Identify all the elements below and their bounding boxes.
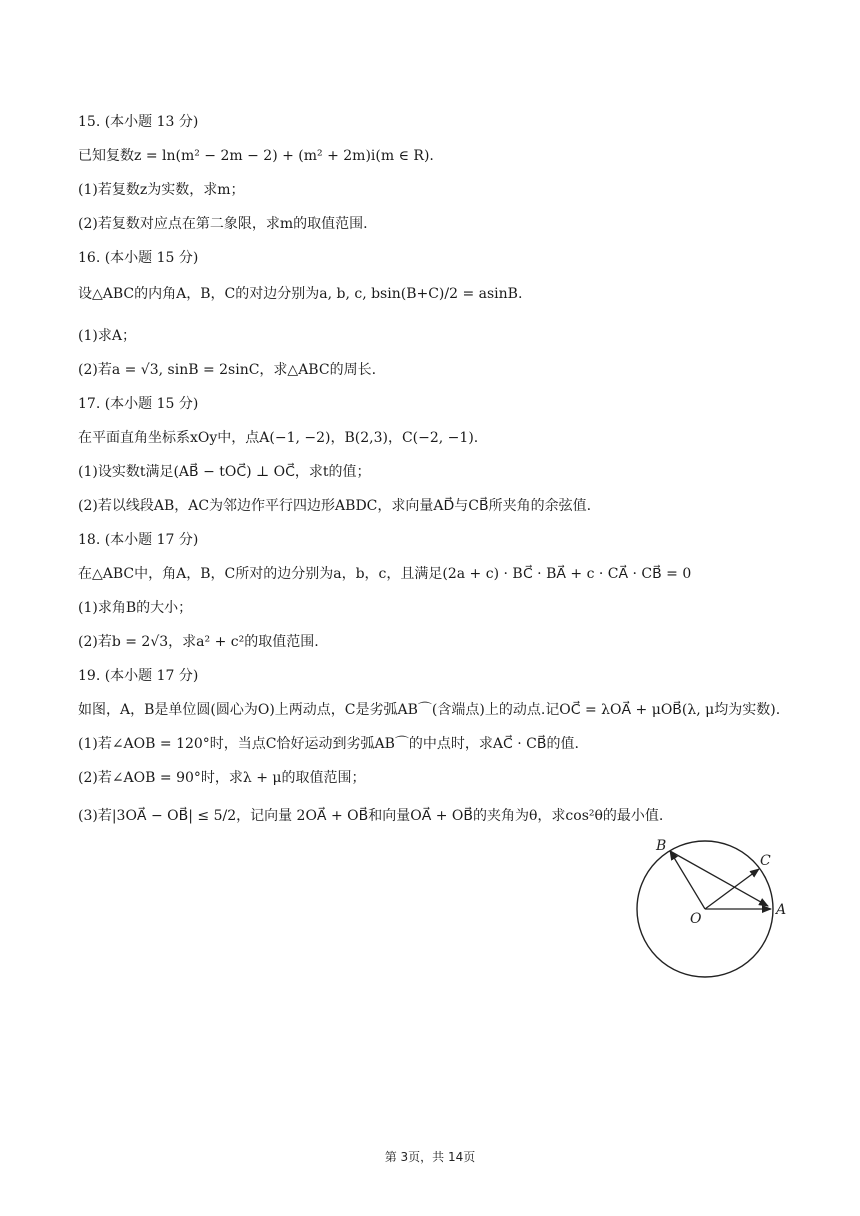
unit-circle-figure	[622, 830, 802, 990]
label-c: C	[760, 853, 771, 869]
q17-stem: 在平面直角坐标系xOy中，点A(−1, −2)，B(2,3)，C(−2, −1).	[78, 430, 479, 446]
q15-part2: (2)若复数对应点在第二象限，求m的取值范围.	[78, 216, 368, 232]
q19-part1: (1)若∠AOB = 120°时，当点C恰好运动到劣弧AB⌒的中点时，求AC⃗ · CB⃗的值.	[78, 736, 579, 752]
page-footer: 第 3页，共 14页	[384, 1150, 476, 1164]
label-b: B	[656, 838, 667, 854]
q19-header: 19. (本小题 17 分)	[78, 668, 199, 684]
q15-header: 15. (本小题 13 分)	[78, 114, 199, 130]
q16-header: 16. (本小题 15 分)	[78, 250, 199, 266]
q15-part1: (1)若复数z为实数，求m；	[78, 182, 245, 198]
q18-part1: (1)求角B的大小；	[78, 600, 193, 616]
q18-stem: 在△ABC中，角A，B，C所对的边分别为a，b，c，且满足(2a + c) · BC⃗ · BA⃗ + c · CA⃗ · CB⃗ = 0	[78, 566, 692, 582]
q17-header: 17. (本小题 15 分)	[78, 396, 199, 412]
vector-ba	[670, 851, 768, 906]
q16-part2: (2)若a = √3, sinB = 2sinC，求△ABC的周长.	[78, 362, 377, 378]
label-o: O	[690, 911, 702, 927]
q18-header: 18. (本小题 17 分)	[78, 532, 199, 548]
q16-stem: 设△ABC的内角A，B，C的对边分别为a, b, c, bsin(B+C)/2 = asinB.	[78, 286, 523, 302]
q17-part1: (1)设实数t满足(AB⃗ − tOC⃗) ⊥ OC⃗，求t的值；	[78, 464, 371, 480]
q17-part2: (2)若以线段AB，AC为邻边作平行四边形ABDC，求向量AD⃗与CB⃗所夹角的余弦值.	[78, 498, 592, 514]
q16-part1: (1)求A；	[78, 328, 136, 344]
q19-part3: (3)若|3OA⃗ − OB⃗| ≤ 5/2，记向量 2OA⃗ + OB⃗和向量OA⃗ + OB⃗的夹角为θ，求cos²θ的最小值.	[78, 808, 664, 824]
label-a: A	[776, 902, 787, 918]
q19-part2: (2)若∠AOB = 90°时，求λ + μ的取值范围；	[78, 770, 366, 786]
q19-stem: 如图，A，B是单位圆(圆心为O)上两动点，C是劣弧AB⌒(含端点)上的动点.记OC⃗ = λOA⃗ + μOB⃗(λ, μ均为实数).	[78, 702, 781, 718]
q18-part2: (2)若b = 2√3，求a² + c²的取值范围.	[78, 634, 319, 650]
vector-ob	[670, 851, 705, 909]
q15-stem: 已知复数z = ln(m² − 2m − 2) + (m² + 2m)i(m ∈ R).	[78, 148, 434, 164]
